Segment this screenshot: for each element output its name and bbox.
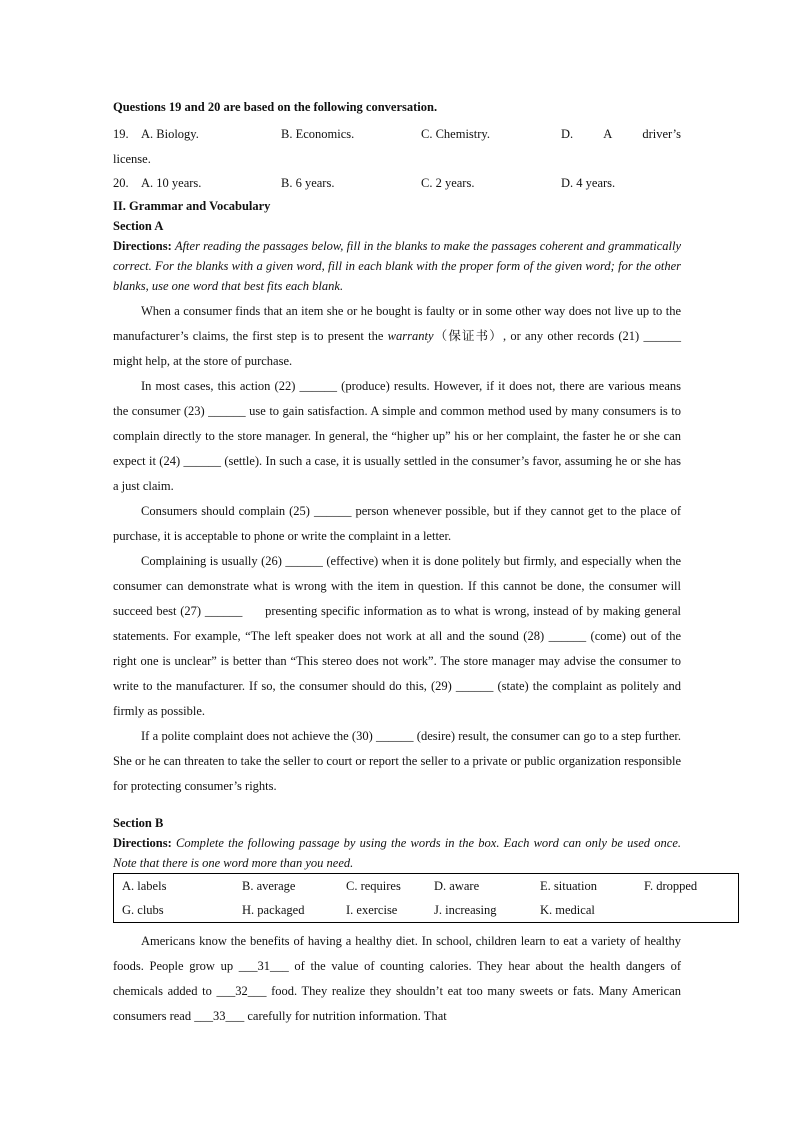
- question-19: [113, 122, 681, 147]
- section-a-directions-label: Directions:: [113, 239, 172, 253]
- spacer: [113, 799, 681, 813]
- q20-option-c: C. 2 years.: [421, 176, 475, 190]
- q20-option-a: A. 10 years.: [141, 176, 202, 190]
- word-box-item: [636, 898, 738, 922]
- section-a-paragraph-4: Complaining is usually (26) ______ (effective) when it is done politely but firmly, and especially when the consumer can demonstrate what is wrong with the item in question. If this cannot be done, the consumer will succeed best (27) ______ presenting specific information as to what is wrong, instead of by making general statements. For example, “The left speaker does not work at all and the sound (28) ______ (come) out of the right one is unclear” is better than “This stereo does not work”. The store manager may advise the consumer to write to the manufacturer. If so, the consumer should do this, (29) ______ (state) the complaint as politely and firmly as possible.: [113, 554, 685, 718]
- section-b-directions-label: Directions:: [113, 836, 172, 850]
- section-b-directions: [113, 833, 681, 873]
- section-a-p1-part2: （保证书）, or any other records (21) ______ might help, at the store of purchase.: [113, 329, 681, 368]
- section-b-directions-text: Complete the following passage by using the words in the box. Each word can only be used once. Note that there is one word more than you need.: [113, 836, 681, 870]
- q19-option-b: B. Economics.: [281, 127, 355, 141]
- word-box-row-2: [114, 898, 738, 922]
- word-box-item: A. labels: [122, 878, 167, 893]
- q19-option-d-continued: license.: [113, 152, 151, 166]
- section-a-paragraph-1: [113, 299, 681, 374]
- section-a-paragraph-3: Consumers should complain (25) ______ person whenever possible, but if they cannot get to the place of purchase, it is acceptable to phone or write the complaint in a letter.: [113, 504, 681, 543]
- word-box-item: I. exercise: [346, 902, 398, 917]
- q20-option-b: B. 6 years.: [281, 176, 335, 190]
- word-box-row-1: [114, 874, 738, 898]
- word-box-item: D. aware: [434, 878, 480, 893]
- section-b-title: Section B: [113, 816, 164, 830]
- word-box-item: B. average: [242, 878, 296, 893]
- section-a-p1-italic-word: warranty: [387, 329, 434, 343]
- q19-option-d-article: A: [603, 127, 613, 141]
- section-b-paragraph-1: Americans know the benefits of having a healthy diet. In school, children learn to eat a variety of healthy foods. People grow up ___31___ of the value of counting calories. They hear about the health dangers of chemicals added to ___32___ food. They realize they shouldn’t eat too many sweets or fats. Many American consumers read ___33___ carefully for nutrition information. That: [113, 934, 681, 1023]
- word-box-item: K. medical: [540, 902, 595, 917]
- section-a-directions-text: After reading the passages below, fill in the blanks to make the passages coherent and grammatically correct. For the blanks with a given word, fill in each blank with the proper form of the given word; for the other blanks, use one word that best fits each blank.: [113, 239, 682, 293]
- question-20: [113, 171, 681, 196]
- section-a-paragraph-2: In most cases, this action (22) ______ (produce) results. However, if it does not, there are various means the consumer (23) ______ use to gain satisfaction. A simple and common method used by many consumers is to complain directly to the store manager. In general, the “higher up” his or her complaint, the faster he or she can expect it (24) ______ (settle). In such a case, it is usually settled in the consumer’s favor, assuming he or she has a just claim.: [113, 379, 681, 493]
- part2-title: II. Grammar and Vocabulary: [113, 199, 271, 213]
- q19-option-d-word: driver’s: [642, 127, 681, 141]
- q19-number: 19.: [113, 127, 129, 141]
- q19-option-a: A. Biology.: [141, 127, 199, 141]
- q20-number: 20.: [113, 176, 129, 190]
- document-page: [113, 100, 698, 1029]
- section-a-p1-part1: When a consumer finds that an item she or he bought is faulty or in some other way does not live up to the manufacturer’s claims, the first step is to present the: [113, 304, 681, 343]
- q19-option-d: [561, 127, 681, 142]
- word-box-item: F. dropped: [644, 878, 698, 893]
- word-box-table: [114, 874, 738, 922]
- section-a-paragraph-5: If a polite complaint does not achieve the (30) ______ (desire) result, the consumer can go to a step further. She or he can threaten to take the seller to court or report the seller to a private or public organization responsible for protecting consumer’s rights.: [113, 729, 681, 793]
- word-box-item: H. packaged: [242, 902, 305, 917]
- q19-option-c: C. Chemistry.: [421, 127, 490, 141]
- q20-option-d: D. 4 years.: [561, 176, 616, 190]
- listening-heading: Questions 19 and 20 are based on the following conversation.: [113, 100, 438, 114]
- section-a-title: Section A: [113, 219, 164, 233]
- word-box: [113, 873, 739, 923]
- word-box-item: J. increasing: [434, 902, 497, 917]
- word-box-item: C. requires: [346, 878, 401, 893]
- word-box-item: E. situation: [540, 878, 597, 893]
- section-a-directions: [113, 236, 681, 296]
- word-box-item: G. clubs: [122, 902, 164, 917]
- q19-option-d-letter: D.: [561, 127, 574, 141]
